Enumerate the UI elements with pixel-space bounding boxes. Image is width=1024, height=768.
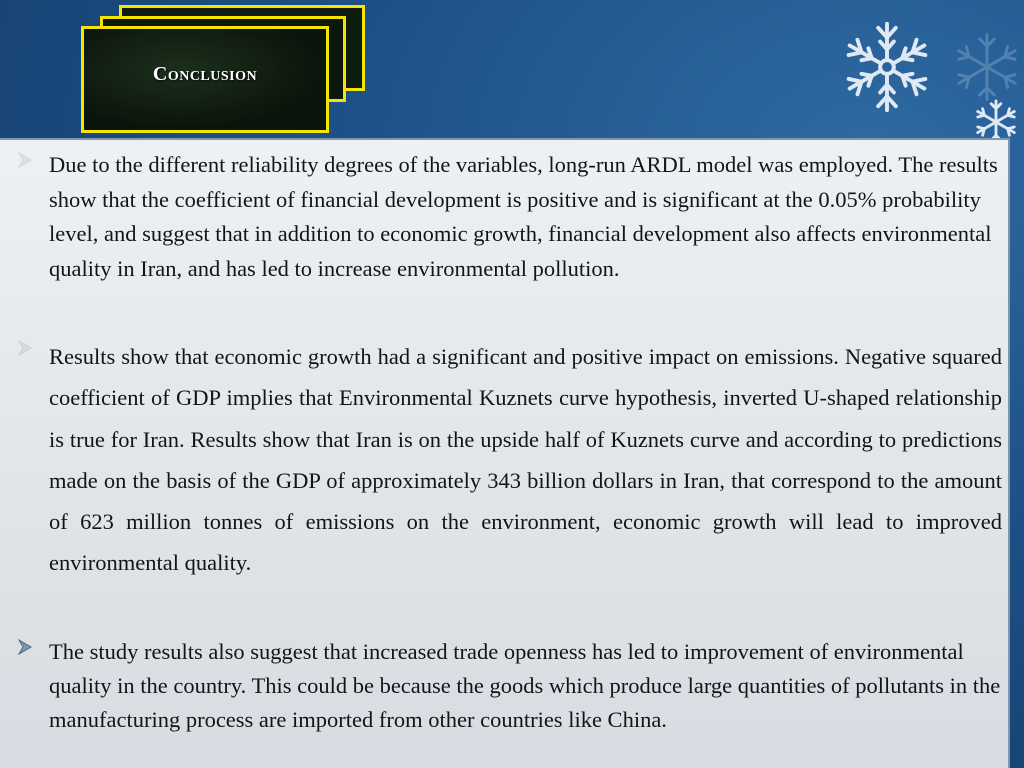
snowflake-icon bbox=[838, 18, 936, 116]
arrow-bullet-icon bbox=[18, 639, 32, 655]
content-panel bbox=[0, 138, 1010, 768]
bullet-text: Due to the different reliability degrees of the variables, long-run ARDL model was employed. The results show that the coefficient of financial development is positive and is significant at the 0.05% probability level, and suggest that in addition to economic growth, financial development also affects environmental quality in Iran, and has led to increase environmental pollution. bbox=[49, 152, 998, 281]
arrow-bullet-icon bbox=[18, 340, 32, 356]
title-card bbox=[81, 26, 329, 133]
bullet-text: Results show that economic growth had a significant and positive impact on emissions. Negative squared coefficient of GDP implies that Environmental Kuznets curve hypothesis, inverted U-shaped relationship is true for Iran. Results show that Iran is on the upside half of Kuznets curve and according to predictions made on the basis of the GDP of approximately 343 billion dollars in Iran, that correspond to the amount of 623 million tonnes of emissions on the environment, economic growth will lead to improved environmental quality. bbox=[49, 344, 1002, 576]
snowflake-icon bbox=[950, 30, 1024, 104]
arrow-bullet-icon bbox=[18, 152, 32, 168]
slide-title: Conclusion bbox=[152, 63, 258, 85]
bullet-text: The study results also suggest that increased trade openness has led to improvement of environmental quality in the country. This could be because the goods which produce large quantities of pollutants in the manufacturing process are imported from other countries like China. bbox=[49, 639, 1001, 732]
